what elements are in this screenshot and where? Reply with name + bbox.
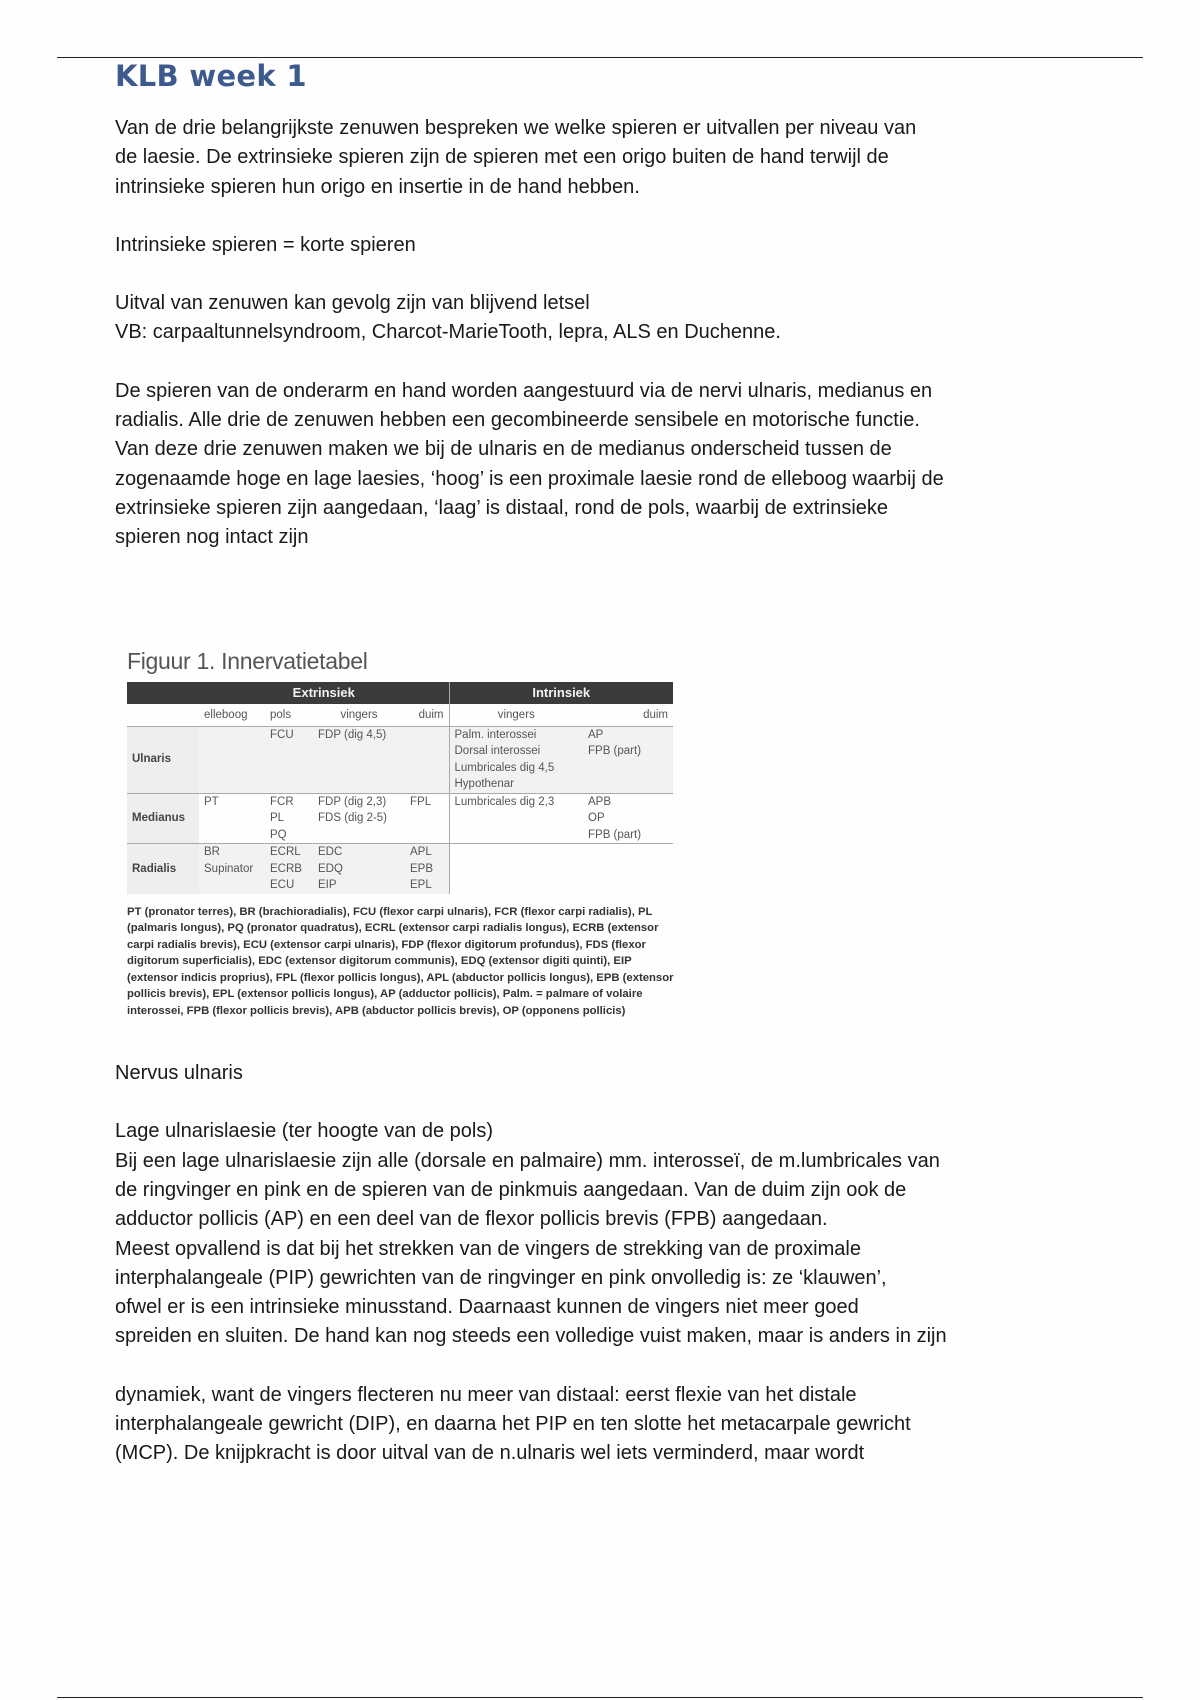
intrinsic-header: Intrinsiek (449, 682, 673, 704)
nerve-label: Ulnaris (127, 726, 199, 793)
cell-line: FDS (dig 2-5) (318, 812, 388, 825)
cell-pols (265, 793, 313, 844)
cell-line: FCR (270, 795, 294, 808)
cell-duim (405, 844, 449, 894)
table-group-header-row (127, 682, 673, 704)
cell-line: OP (588, 812, 605, 825)
cell-intrinsic-vingers (449, 726, 583, 793)
text-line: de laesie. De extrinsieke spieren zijn de spieren met een origo buiten de hand terwijl de (115, 146, 889, 169)
document-page (115, 56, 1075, 1469)
text-line: Uitval van zenuwen kan gevolg zijn van blijvend letsel (115, 292, 590, 315)
text-line: VB: carpaaltunnelsyndroom, Charcot-MarieTooth, lepra, ALS en Duchenne. (115, 321, 781, 344)
cell-intrinsic-vingers: Lumbricales dig 2,3 (449, 793, 583, 844)
text-line: interphalangeale gewricht (DIP), en daarna het PIP en ten slotte het metacarpale gewricht (115, 1413, 911, 1436)
innervation-table (127, 682, 673, 894)
cell-line: FPB (part) (588, 828, 642, 841)
col-header-elleboog: elleboog (199, 704, 265, 727)
table-row-radialis (127, 844, 673, 894)
text-line: De spieren van de onderarm en hand worden aangestuurd via de nervi ulnaris, medianus en (115, 379, 933, 402)
table-sub-header-row (127, 704, 673, 727)
col-header-vingers: vingers (313, 704, 405, 727)
cell-line: APB (588, 795, 612, 808)
document-title: KLB week 1 (115, 59, 307, 93)
text-line: spreiden en sluiten. De hand kan nog steeds een volledige vuist maken, maar is anders in zijn (115, 1325, 947, 1348)
text-line: (MCP). De knijpkracht is door uitval van de n.ulnaris wel iets verminderd, maar wordt (115, 1442, 865, 1465)
text-line: dynamiek, want de vingers flecteren nu meer van distaal: eerst flexie van het distale (115, 1383, 857, 1406)
text-line: radialis. Alle drie de zenuwen hebben een gecombineerde sensibele en motorische functie. (115, 409, 920, 432)
text-line: de ringvinger en pink en de spieren van de pinkmuis aangedaan. Van de duim zijn ook de (115, 1178, 907, 1201)
table-row-medianus (127, 793, 673, 844)
cell-line: Supinator (204, 862, 254, 875)
figure-legend: PT (pronator terres), BR (brachioradialis), FCU (flexor carpi ulnaris), FCR (flexor carpi radialis), PL (palmaris longus), PQ (pronator quadratus), ECRL (extensor carpi radialis longus), ECRB (extensor carpi radialis brevis), ECU (extensor carpi ulnaris), FDP (flexor digitorum profundus), FDS (flexor digitorum superficialis), EDC (extensor digitorum communis), EDQ (extensor digiti quinti), EIP (extensor indicis proprius), FPL (flexor pollicis longus), APL (abductor pollicis longus), EPB (extensor pollicis brevis), EPL (extensor pollicis longus), AP (adductor pollicis), Palm. = palmare of volaire interossei, FPB (flexor pollicis brevis), APB (abductor pollicis brevis), OP (opponens pollicis) (127, 905, 674, 1017)
cell-line: ECU (270, 879, 295, 892)
text-line: zogenaamde hoge en lage laesies, ‘hoog’ is een proximale laesie rond de elleboog waarbij de (115, 467, 944, 490)
footer-rule (57, 1697, 1143, 1698)
cell-line: EPL (410, 879, 432, 892)
cell-intrinsic-duim (583, 726, 673, 793)
cell-line: ECRB (270, 862, 302, 875)
table-row-ulnaris (127, 726, 673, 793)
nerve-label: Radialis (127, 844, 199, 894)
cell-line: APL (410, 846, 432, 859)
cell-duim (405, 726, 449, 793)
cell-pols (265, 844, 313, 894)
cell-pols: FCU (265, 726, 313, 793)
cell-line: Palm. interossei (454, 728, 537, 741)
uitval-paragraph (115, 289, 1075, 348)
cell-line: EIP (318, 879, 337, 892)
cell-line: BR (204, 846, 220, 859)
col-header-duim: duim (405, 704, 449, 727)
cell-line: PL (270, 812, 285, 825)
col-header-pols: pols (265, 704, 313, 727)
cell-line: FPB (part) (588, 745, 642, 758)
cell-line: Dorsal interossei (454, 745, 541, 758)
cell-elleboog (199, 844, 265, 894)
cell-line: Hypothenar (454, 778, 514, 791)
cell-line: EDC (318, 846, 343, 859)
cell-vingers (313, 844, 405, 894)
cell-elleboog: PT (199, 793, 265, 844)
text-line: Van de drie belangrijkste zenuwen bespreken we welke spieren er uitvallen per niveau van (115, 117, 917, 139)
cell-line: FDP (dig 2,3) (318, 795, 387, 808)
innervation-figure (127, 646, 677, 1020)
section-subheading: Lage ulnarislaesie (ter hoogte van de pols) (115, 1120, 494, 1143)
col-header-intrinsic-duim: duim (583, 704, 673, 727)
section-heading: Nervus ulnaris (115, 1062, 243, 1085)
text-line: ofwel er is een intrinsieke minusstand. Daarnaast kunnen de vingers niet meer goed (115, 1296, 859, 1319)
cell-vingers (313, 793, 405, 844)
cell-line: EDQ (318, 862, 343, 875)
intrinsic-note: Intrinsieke spieren = korte spieren (115, 233, 416, 256)
cell-line: AP (588, 728, 604, 741)
text-line: adductor pollicis (AP) en een deel van de flexor pollicis brevis (FPB) aangedaan. (115, 1208, 828, 1231)
intro-paragraph (115, 114, 1075, 202)
cell-duim: FPL (405, 793, 449, 844)
cell-line: ECRL (270, 846, 301, 859)
cell-line: EPB (410, 862, 434, 875)
text-line: intrinsieke spieren hun origo en insertie in de hand hebben. (115, 175, 640, 198)
nerve-label: Medianus (127, 793, 199, 844)
text-line: spieren nog intact zijn (115, 526, 309, 549)
text-line: interphalangeale (PIP) gewrichten van de ringvinger en pink onvolledig is: ze ‘klauwen’, (115, 1266, 887, 1289)
cell-elleboog (199, 726, 265, 793)
cell-line: Lumbricales dig 4,5 (454, 761, 555, 774)
cell-intrinsic-duim (583, 793, 673, 844)
text-line: Bij een lage ulnarislaesie zijn alle (dorsale en palmaire) mm. interosseï, de m.lumbricales van (115, 1149, 940, 1172)
text-line: Van deze drie zenuwen maken we bij de ulnaris en de medianus onderscheid tussen de (115, 438, 892, 461)
ulnaris-section (115, 1059, 1075, 1469)
cell-line: PQ (270, 828, 287, 841)
figure-title: Figuur 1. Innervatietabel (127, 647, 368, 674)
text-line: Meest opvallend is dat bij het strekken van de vingers de strekking van de proximale (115, 1237, 861, 1260)
extrinsic-header: Extrinsiek (199, 682, 449, 704)
text-line: extrinsieke spieren zijn aangedaan, ‘laag’ is distaal, rond de pols, waarbij de extrinsieke (115, 496, 889, 519)
spieren-paragraph (115, 377, 1075, 553)
cell-vingers: FDP (dig 4,5) (313, 726, 405, 793)
col-header-intrinsic-vingers: vingers (449, 704, 583, 727)
